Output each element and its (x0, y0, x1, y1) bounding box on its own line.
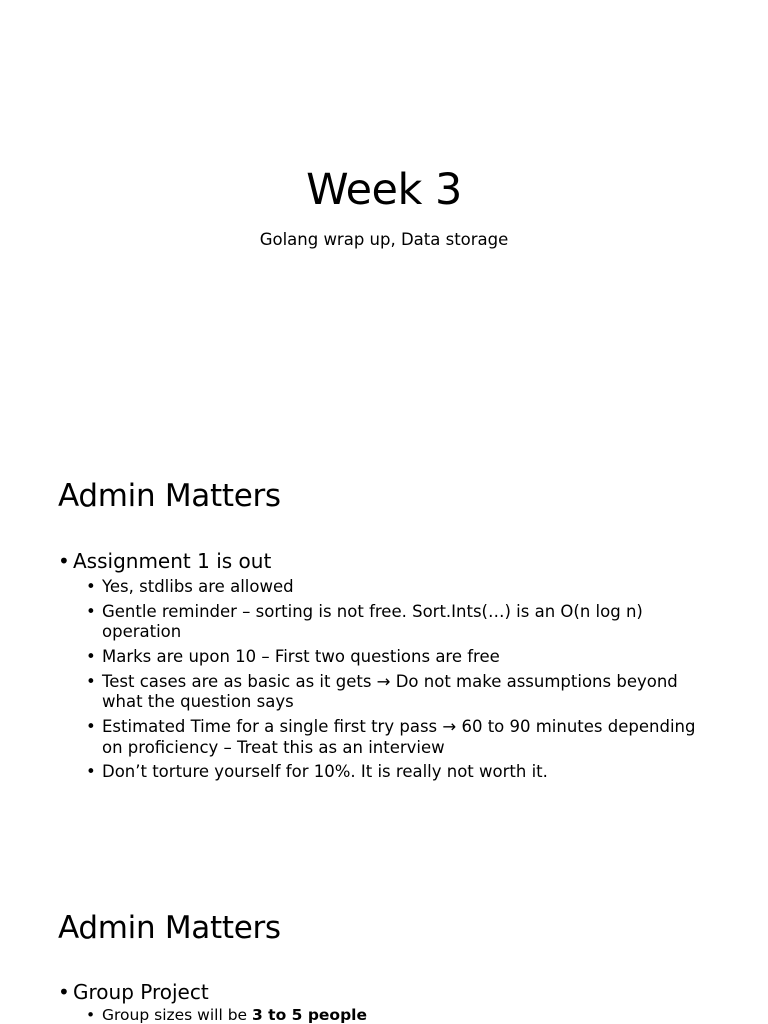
slide-title: Week 3 (306, 165, 462, 215)
bullet-icon: • (86, 671, 96, 691)
sub-bullet-item (86, 672, 716, 713)
bullet-icon: • (86, 647, 96, 667)
admin-matters-slide-2 (0, 864, 768, 1024)
sub-bullet-item (86, 762, 716, 783)
slide-subtitle: Golang wrap up, Data storage (259, 230, 509, 249)
bullet-text: Group Project (73, 980, 209, 1004)
bullet-icon: • (86, 762, 96, 782)
bullet-icon: • (58, 549, 70, 573)
sub-bullet-emphasis: 3 to 5 people (252, 1006, 367, 1024)
admin-matters-slide-1 (0, 432, 768, 864)
bullet-icon: • (58, 980, 70, 1004)
bullet-icon: • (86, 601, 96, 621)
sub-bullet-text: Don’t torture yourself for 10%. It is really not worth it. (102, 762, 548, 782)
bullet-icon: • (86, 717, 96, 737)
sub-bullet-text: Yes, stdlibs are allowed (102, 577, 294, 596)
section-title: Admin Matters (58, 910, 281, 946)
sub-bullet-text: Estimated Time for a single first try pass → 60 to 90 minutes depending on proficiency – Treat this as an interview (102, 717, 696, 757)
sub-bullet-item (86, 1005, 716, 1024)
bullet-icon: • (86, 1006, 96, 1024)
sub-bullet-item (86, 602, 716, 643)
sub-bullet-item (86, 717, 716, 758)
sub-bullet-text: Gentle reminder – sorting is not free. Sort.Ints(…) is an O(n log n) operation (102, 601, 643, 642)
title-slide (0, 0, 768, 432)
sub-bullet-text: Test cases are as basic as it gets → Do not make assumptions beyond what the question says (102, 671, 678, 712)
bullet-text: Assignment 1 is out (73, 549, 272, 573)
sub-bullet-item (86, 647, 716, 668)
bullet-item (58, 548, 718, 574)
bullet-item (58, 979, 718, 1005)
sub-bullet-list (86, 577, 716, 787)
bullet-icon: • (86, 577, 96, 596)
sub-bullet-text: Marks are upon 10 – First two questions are free (102, 647, 500, 667)
section-title: Admin Matters (58, 478, 281, 514)
sub-bullet-item (86, 577, 716, 598)
sub-bullet-list (86, 1005, 716, 1024)
sub-bullet-text: Group sizes will be (102, 1006, 252, 1024)
